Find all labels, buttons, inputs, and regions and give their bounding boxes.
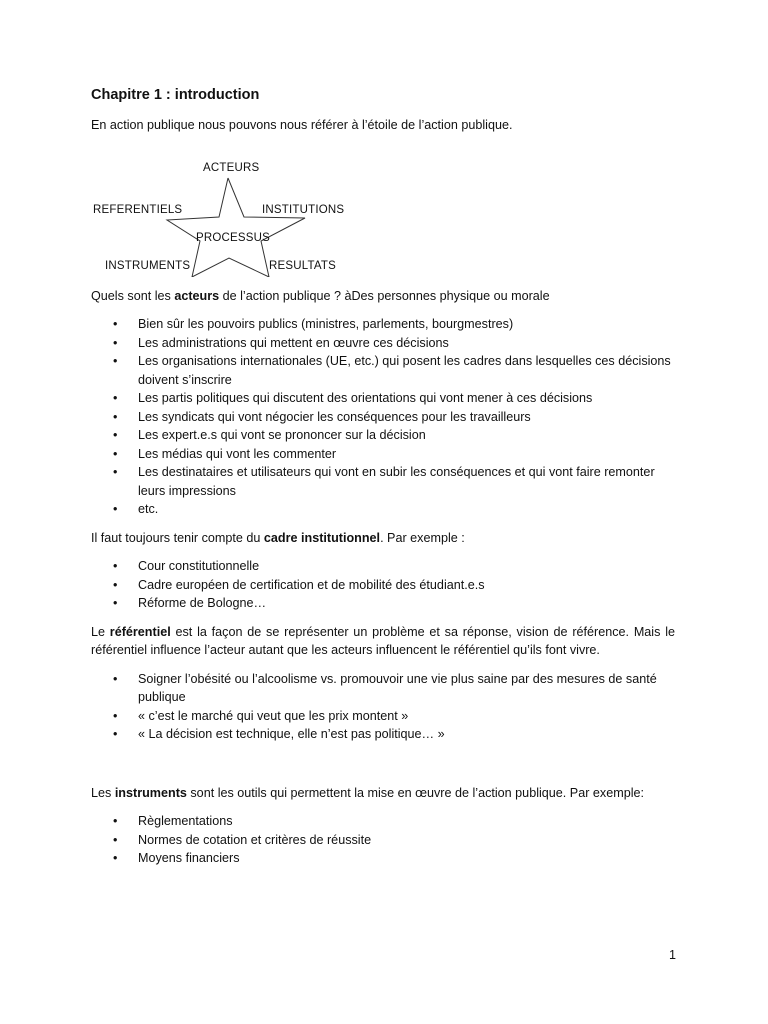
star-label-processus: PROCESSUS bbox=[196, 231, 271, 244]
acteurs-bold: acteurs bbox=[174, 288, 220, 303]
chapter-title: Chapitre 1 : introduction bbox=[91, 87, 260, 103]
list-item: • Cadre européen de certification et de mobilité des étudiant.e.s bbox=[113, 577, 485, 592]
referentiel-bold: référentiel bbox=[109, 624, 171, 639]
list-item: • Les expert.e.s qui vont se prononcer sur la décision bbox=[113, 428, 426, 442]
list-item: • Les syndicats qui vont négocier les conséquences pour les travailleurs bbox=[113, 409, 531, 424]
star-label-referentiels: REFERENTIELS bbox=[93, 203, 183, 216]
list-item: • « La décision est technique, elle n’est pas politique… » bbox=[113, 727, 445, 741]
blank-space bbox=[91, 754, 675, 784]
star-label-resultats: RESULTATS bbox=[269, 259, 336, 272]
cadre-bold: cadre institutionnel bbox=[263, 530, 381, 545]
instruments-list bbox=[91, 812, 675, 868]
list-item: • Réforme de Bologne… bbox=[113, 596, 267, 610]
list-item: • Les administrations qui mettent en œuvre ces décisions bbox=[113, 335, 449, 350]
acteurs-list bbox=[91, 315, 675, 519]
list-item: • « c’est le marché qui veut que les prix montent » bbox=[113, 708, 409, 723]
instruments-paragraph: Les instruments sont les outils qui permettent la mise en œuvre de l’action publique. Par exemple: bbox=[91, 785, 644, 800]
list-item: • Les partis politiques qui discutent des orientations qui vont mener à ces décisions bbox=[113, 391, 593, 405]
star-label-institutions: INSTITUTIONS bbox=[262, 203, 345, 216]
action-star-diagram bbox=[91, 145, 391, 277]
list-item: • Les organisations internationales (UE, etc.) qui posent les cadres dans lesquelles ces décisions doivent s’inscrire bbox=[113, 354, 671, 387]
list-item: • Règlementations bbox=[113, 814, 233, 828]
star-label-acteurs: ACTEURS bbox=[203, 161, 260, 174]
list-item: • Normes de cotation et critères de réussite bbox=[113, 832, 372, 847]
referentiel-list bbox=[91, 670, 675, 744]
list-item: • Les destinataires et utilisateurs qui vont en subir les conséquences et qui vont faire remonter leurs impressions bbox=[113, 465, 655, 498]
document-content bbox=[91, 86, 675, 878]
star-label-instruments: INSTRUMENTS bbox=[105, 259, 191, 272]
intro-paragraph: En action publique nous pouvons nous référer à l’étoile de l’action publique. bbox=[91, 118, 513, 132]
acteurs-paragraph: Quels sont les acteurs de l’action publique ? àDes personnes physique ou morale bbox=[91, 288, 550, 303]
list-item: • Les médias qui vont les commenter bbox=[113, 446, 337, 461]
page-number: 1 bbox=[668, 948, 676, 962]
instruments-bold: instruments bbox=[114, 785, 187, 800]
cadre-list bbox=[91, 557, 675, 613]
list-item: • Cour constitutionnelle bbox=[113, 559, 260, 573]
referentiel-paragraph: Le référentiel est la façon de se représenter un problème et sa réponse, vision de référence. Mais le référentiel influence l’acteur autant que les acteurs influencent le référentiel qu’ils font vivre. bbox=[91, 624, 675, 657]
list-item: • etc. bbox=[113, 502, 159, 516]
list-item: • Bien sûr les pouvoirs publics (ministres, parlements, bourgmestres) bbox=[113, 317, 514, 331]
cadre-paragraph: Il faut toujours tenir compte du cadre institutionnel. Par exemple : bbox=[91, 530, 465, 545]
list-item: • Soigner l’obésité ou l’alcoolisme vs. promouvoir une vie plus saine par des mesures de santé publique bbox=[113, 671, 657, 704]
list-item: • Moyens financiers bbox=[113, 851, 240, 865]
